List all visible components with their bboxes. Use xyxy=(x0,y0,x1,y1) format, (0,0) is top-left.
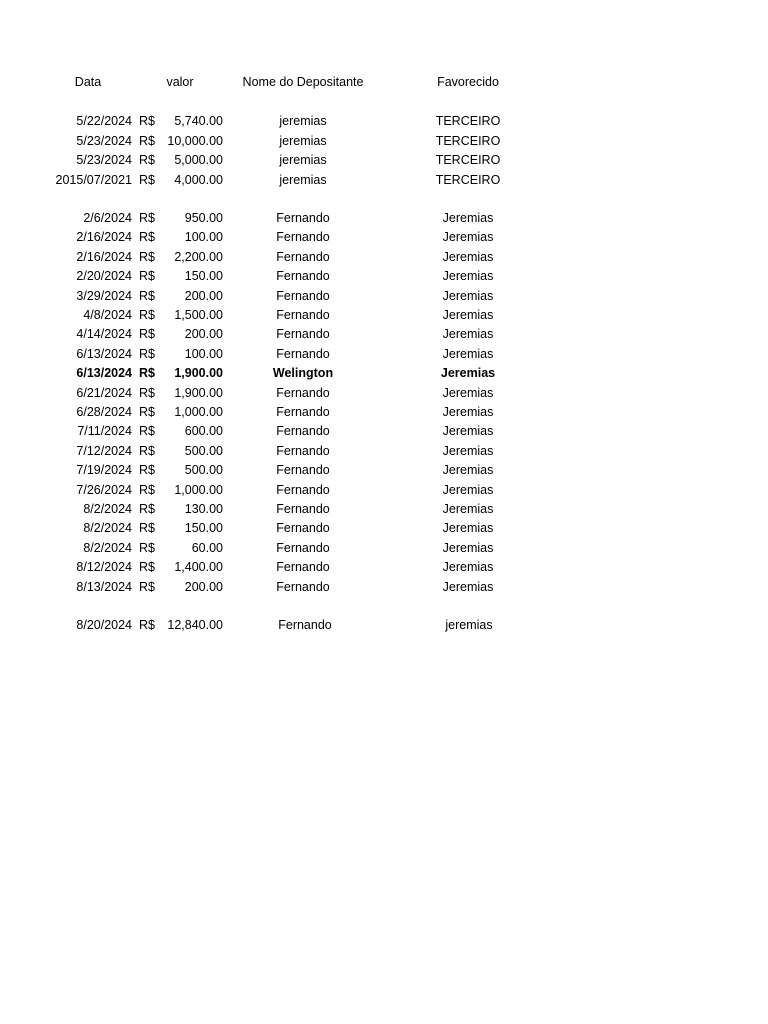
depositor-cell: Fernando xyxy=(278,618,332,632)
currency-cell: R$ xyxy=(139,172,155,187)
table-row xyxy=(0,345,768,364)
value-cell: 150.00 xyxy=(184,269,223,284)
currency-cell: R$ xyxy=(139,308,155,322)
table-row xyxy=(0,539,768,558)
date-cell: 2/16/2024 xyxy=(76,249,132,264)
table-row xyxy=(0,325,768,344)
depositor-cell: Fernando xyxy=(276,424,330,439)
currency-cell: R$ xyxy=(139,230,155,245)
value-cell: 150.00 xyxy=(184,521,223,536)
table-row xyxy=(0,442,768,461)
date-cell: 5/22/2024 xyxy=(76,114,132,128)
header-favorecido: Favorecido xyxy=(437,75,499,89)
table-row xyxy=(0,287,768,306)
beneficiary-cell: Jeremias xyxy=(442,579,494,594)
beneficiary-cell: TERCEIRO xyxy=(435,133,501,148)
currency-cell: R$ xyxy=(139,346,155,361)
currency-cell: R$ xyxy=(139,521,155,536)
beneficiary-cell: Jeremias xyxy=(442,269,494,284)
value-cell: 950.00 xyxy=(184,211,223,225)
value-cell: 5,740.00 xyxy=(174,114,223,128)
currency-cell: R$ xyxy=(139,502,155,516)
depositor-cell: jeremias xyxy=(279,114,327,128)
table-row xyxy=(0,422,768,441)
date-cell: 6/21/2024 xyxy=(76,385,132,400)
value-cell: 2,200.00 xyxy=(174,249,223,264)
table-row xyxy=(0,578,768,597)
table-row xyxy=(0,500,768,519)
beneficiary-cell: Jeremias xyxy=(442,327,494,342)
depositor-cell: jeremias xyxy=(279,133,327,148)
date-cell: 2/20/2024 xyxy=(76,269,132,284)
header-valor: valor xyxy=(166,75,194,89)
currency-cell: R$ xyxy=(139,153,155,167)
beneficiary-cell: Jeremias xyxy=(442,249,494,264)
table-row xyxy=(0,132,768,151)
currency-cell: R$ xyxy=(139,540,155,555)
depositor-cell: Fernando xyxy=(276,346,330,361)
depositor-cell: Fernando xyxy=(276,269,330,284)
beneficiary-cell: Jeremias xyxy=(442,443,494,458)
depositor-cell: Fernando xyxy=(276,579,330,594)
depositor-cell: Fernando xyxy=(276,540,330,555)
currency-cell: R$ xyxy=(139,560,155,575)
date-cell: 4/8/2024 xyxy=(83,308,132,322)
beneficiary-cell: Jeremias xyxy=(442,540,494,555)
value-cell: 1,000.00 xyxy=(174,482,223,497)
value-cell: 1,400.00 xyxy=(174,560,223,575)
beneficiary-cell: Jeremias xyxy=(442,560,494,575)
depositor-cell: Fernando xyxy=(276,443,330,458)
date-cell: 4/14/2024 xyxy=(76,327,132,342)
value-cell: 100.00 xyxy=(184,230,223,245)
table-row xyxy=(0,248,768,267)
value-cell: 1,900.00 xyxy=(174,366,223,381)
value-cell: 1,900.00 xyxy=(174,385,223,400)
table-row xyxy=(0,461,768,480)
date-cell: 7/19/2024 xyxy=(76,463,132,478)
value-cell: 200.00 xyxy=(184,327,223,342)
currency-cell: R$ xyxy=(139,133,155,148)
beneficiary-cell: TERCEIRO xyxy=(435,153,501,167)
beneficiary-cell: Jeremias xyxy=(442,230,494,245)
date-cell: 8/20/2024 xyxy=(76,618,132,632)
beneficiary-cell: Jeremias xyxy=(442,211,494,225)
depositor-cell: Fernando xyxy=(276,288,330,303)
currency-cell: R$ xyxy=(139,482,155,497)
currency-cell: R$ xyxy=(139,443,155,458)
beneficiary-cell: Jeremias xyxy=(442,346,494,361)
currency-cell: R$ xyxy=(139,618,155,632)
date-cell: 2/16/2024 xyxy=(76,230,132,245)
value-cell: 200.00 xyxy=(184,579,223,594)
depositor-cell: Fernando xyxy=(276,211,330,225)
beneficiary-cell: TERCEIRO xyxy=(435,114,501,128)
table-row xyxy=(0,558,768,577)
beneficiary-cell: Jeremias xyxy=(440,366,496,381)
date-cell: 6/13/2024 xyxy=(76,346,132,361)
currency-cell: R$ xyxy=(139,424,155,439)
depositor-cell: Fernando xyxy=(276,560,330,575)
depositor-cell: jeremias xyxy=(279,172,327,187)
table-row xyxy=(0,267,768,286)
date-cell: 6/28/2024 xyxy=(76,405,132,419)
depositor-cell: Fernando xyxy=(276,502,330,516)
value-cell: 4,000.00 xyxy=(174,172,223,187)
currency-cell: R$ xyxy=(139,579,155,594)
table-row-highlighted xyxy=(0,364,768,383)
beneficiary-cell: jeremias xyxy=(445,618,493,632)
total-row xyxy=(0,616,768,635)
beneficiary-cell: Jeremias xyxy=(442,482,494,497)
currency-cell: R$ xyxy=(139,114,155,128)
header-data: Data xyxy=(74,75,102,89)
beneficiary-cell: Jeremias xyxy=(442,502,494,516)
beneficiary-cell: Jeremias xyxy=(442,288,494,303)
table-row xyxy=(0,209,768,228)
value-cell: 600.00 xyxy=(184,424,223,439)
date-cell: 7/11/2024 xyxy=(77,424,132,439)
table-row xyxy=(0,171,768,190)
currency-cell: R$ xyxy=(139,385,155,400)
header-row xyxy=(0,73,768,92)
depositor-cell: Fernando xyxy=(276,385,330,400)
value-cell: 200.00 xyxy=(184,288,223,303)
currency-cell: R$ xyxy=(139,327,155,342)
beneficiary-cell: Jeremias xyxy=(442,424,494,439)
table-row xyxy=(0,228,768,247)
currency-cell: R$ xyxy=(139,405,155,419)
header-nome-depositante: Nome do Depositante xyxy=(242,75,364,89)
date-cell: 6/13/2024 xyxy=(76,366,132,381)
table-row xyxy=(0,403,768,422)
depositor-cell: Fernando xyxy=(276,521,330,536)
table-row xyxy=(0,519,768,538)
value-cell: 100.00 xyxy=(184,346,223,361)
currency-cell: R$ xyxy=(139,211,155,225)
table-row xyxy=(0,112,768,131)
currency-cell: R$ xyxy=(139,366,155,381)
value-cell: 60.00 xyxy=(191,540,223,555)
depositor-cell: Fernando xyxy=(276,327,330,342)
date-cell: 8/2/2024 xyxy=(83,521,132,536)
table-row xyxy=(0,384,768,403)
date-cell: 2/6/2024 xyxy=(83,211,132,225)
date-cell: 8/12/2024 xyxy=(76,560,132,575)
value-cell: 500.00 xyxy=(184,463,223,478)
date-cell: 8/13/2024 xyxy=(76,579,132,594)
currency-cell: R$ xyxy=(139,463,155,478)
date-cell: 5/23/2024 xyxy=(76,133,132,148)
table-row xyxy=(0,151,768,170)
value-cell: 10,000.00 xyxy=(167,133,223,148)
depositor-cell: Fernando xyxy=(276,482,330,497)
beneficiary-cell: Jeremias xyxy=(442,521,494,536)
value-cell: 130.00 xyxy=(184,502,223,516)
date-cell: 2015/07/2021 xyxy=(55,172,132,187)
beneficiary-cell: Jeremias xyxy=(442,405,494,419)
depositor-cell: Fernando xyxy=(276,463,330,478)
depositor-cell: Fernando xyxy=(276,230,330,245)
beneficiary-cell: Jeremias xyxy=(442,463,494,478)
currency-cell: R$ xyxy=(139,249,155,264)
depositor-cell: Fernando xyxy=(276,308,330,322)
table-row xyxy=(0,481,768,500)
beneficiary-cell: TERCEIRO xyxy=(435,172,501,187)
currency-cell: R$ xyxy=(139,288,155,303)
value-cell: 1,500.00 xyxy=(174,308,223,322)
table-row xyxy=(0,306,768,325)
depositor-cell: Welington xyxy=(272,366,334,381)
date-cell: 7/26/2024 xyxy=(76,482,132,497)
date-cell: 3/29/2024 xyxy=(76,288,132,303)
depositor-cell: jeremias xyxy=(279,153,327,167)
value-cell: 12,840.00 xyxy=(167,618,223,632)
value-cell: 500.00 xyxy=(184,443,223,458)
beneficiary-cell: Jeremias xyxy=(442,308,494,322)
value-cell: 5,000.00 xyxy=(174,153,223,167)
date-cell: 7/12/2024 xyxy=(76,443,132,458)
depositor-cell: Fernando xyxy=(276,405,330,419)
currency-cell: R$ xyxy=(139,269,155,284)
date-cell: 8/2/2024 xyxy=(83,502,132,516)
date-cell: 8/2/2024 xyxy=(83,540,132,555)
beneficiary-cell: Jeremias xyxy=(442,385,494,400)
value-cell: 1,000.00 xyxy=(174,405,223,419)
date-cell: 5/23/2024 xyxy=(76,153,132,167)
depositor-cell: Fernando xyxy=(276,249,330,264)
